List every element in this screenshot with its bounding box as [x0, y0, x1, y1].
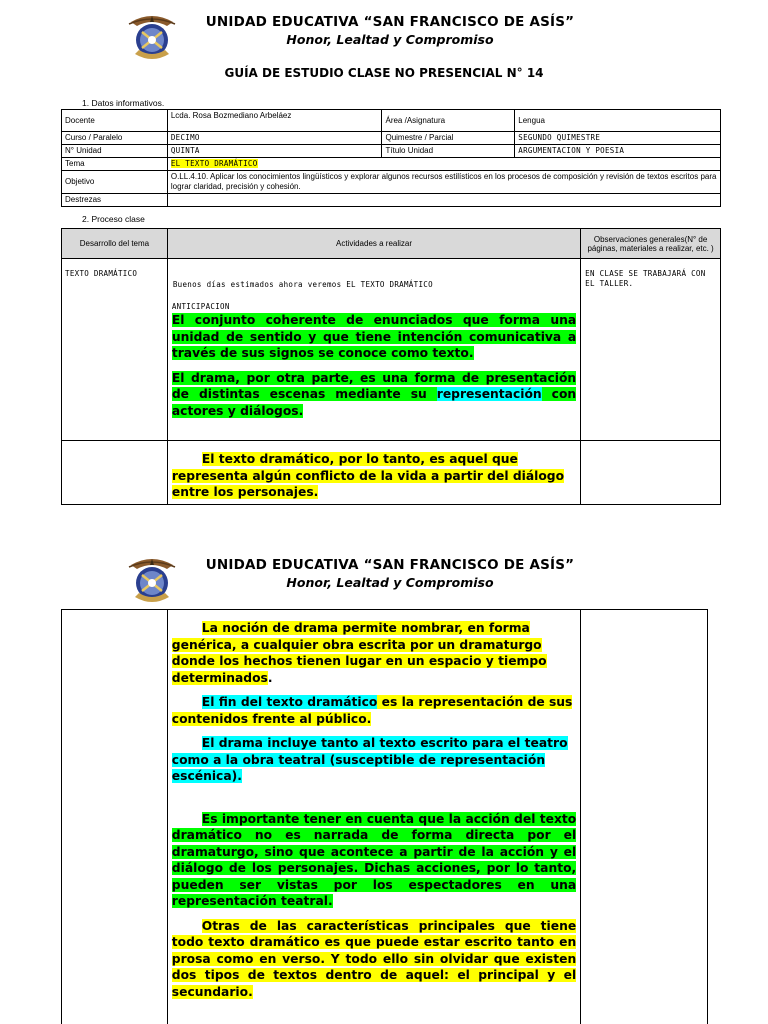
paragraph-fin-b: es la representación de sus contenidos frente al público. — [171, 695, 573, 726]
school-crest-logo — [127, 10, 177, 64]
paragraph-drama-b: representación — [436, 387, 542, 401]
process-table-continued: La noción de drama permite nombrar, en forma genérica, a cualquier obra escrita por un dramaturgo donde los hechos tienen lugar en un espacio y tiempo determinados. El fin del texto dramático es la representación de sus contenidos frente al público. El drama incluye tanto al texto escrito para el teatro como a la obra teatral (susceptible de representación escénica). Es importante tener en cuenta que la acción del texto dramático no es narrada de forma directa por el dramaturgo, sino que acontece a partir de la acción y el diálogo de los personajes. Dichas acciones, por lo tanto, pueden ser vistas por los espectadores en una representación teatral. Otras de las características principales que tiene todo texto dramático es que puede estar escrito tanto en prosa como en verso. Y todo ello sin olvidar que existen dos tipos de textos dentro de aquel: el principal y el secundario. — [61, 609, 708, 1024]
paragraph-drama-a: El drama, por otra parte, es una forma de presentación de distintas escenas mediante su — [171, 370, 577, 401]
docente-label: Docente — [62, 110, 168, 132]
school-name: UNIDAD EDUCATIVA “SAN FRANCISCO DE ASÍS” — [205, 557, 575, 573]
paragraph-texto-definition: El conjunto coherente de enunciados que forma una unidad de sentido y que tiene intención comunicativa a través de sus signos se conoce como texto. — [171, 313, 577, 360]
paragraph-fin-a: El fin del texto dramático — [201, 695, 378, 709]
school-motto: Honor, Lealtad y Compromiso — [286, 575, 494, 590]
area-value: Lengua — [515, 110, 721, 132]
page-header — [0, 10, 768, 70]
docente-value: Lcda. Rosa Bozmediano Arbeláez — [167, 110, 382, 132]
tema-value: EL TEXTO DRAMÁTICO — [170, 159, 258, 168]
curso-value: DECIMO — [167, 132, 382, 145]
paragraph-nocion-drama: La noción de drama permite nombrar, en forma genérica, a cualquier obra escrita por un dramaturgo donde los hechos tienen lugar en un espacio y tiempo determinados — [171, 621, 547, 685]
paragraph-texto-dramatico: El texto dramático, por lo tanto, es aquel que representa algún conflicto de la vida a partir del diálogo entre los personajes. — [171, 452, 565, 499]
paragraph-accion: Es importante tener en cuenta que la acción del texto dramático no es narrada de forma directa por el dramaturgo, sino que acontece a partir de la acción y el diálogo de los personajes. Dichas acciones, por lo tanto, pueden ser vistas por los espectadores en una representación teatral. — [171, 811, 577, 908]
section-1-label: 1. Datos informativos. — [82, 98, 165, 108]
paragraph-caracteristicas: Otras de las características principales que tiene todo texto dramático es que puede estar escrito tanto en prosa como en verso. Y todo ello sin olvidar que existen dos tipos de textos dentro de aquel: el principal y el secundario. — [171, 918, 577, 999]
col-header-desarrollo: Desarrollo del tema — [62, 229, 168, 259]
process-table — [61, 228, 721, 505]
col-header-observaciones: Observaciones generales(N° de páginas, materiales a realizar, etc. ) — [581, 229, 721, 259]
destrezas-value — [167, 194, 720, 207]
unidad-label: N° Unidad — [62, 145, 168, 158]
topic-cell: TEXTO DRAMÁTICO — [62, 259, 168, 441]
col-header-actividades: Actividades a realizar — [167, 229, 580, 259]
paragraph-drama-c: con actores y diálogos. — [171, 387, 577, 418]
page-header-2 — [0, 553, 768, 613]
school-crest-logo — [127, 553, 177, 607]
destrezas-label: Destrezas — [62, 194, 168, 207]
info-table — [61, 109, 721, 207]
area-label: Área /Asignatura — [382, 110, 515, 132]
school-motto: Honor, Lealtad y Compromiso — [286, 32, 494, 47]
paragraph-drama-incluye: El drama incluye tanto al texto escrito para el teatro como a la obra teatral (susceptible de representación escénica). — [171, 736, 568, 783]
greeting-text: Buenos días estimados ahora veremos EL TEXTO DRAMÁTICO — [172, 280, 433, 289]
curso-label: Curso / Paralelo — [62, 132, 168, 145]
tema-label: Tema — [62, 158, 168, 171]
section-2-label: 2. Proceso clase — [82, 214, 145, 224]
anticipation-label: ANTICIPACION — [171, 302, 230, 311]
objetivo-label: Objetivo — [62, 171, 168, 194]
guide-title: GUÍA DE ESTUDIO CLASE NO PRESENCIAL N° 14 — [224, 66, 544, 80]
objetivo-value: O.LL.4.10. Aplicar los conocimientos lingüísticos y explorar algunos recursos estilísticos en los procesos de composición y revisión de textos escritos para lograr claridad, precisión y cohesión. — [167, 171, 720, 194]
observation-cell: EN CLASE SE TRABAJARÁ CON EL TALLER. — [581, 259, 721, 441]
school-name: UNIDAD EDUCATIVA “SAN FRANCISCO DE ASÍS” — [205, 14, 575, 30]
titulo-value: ARGUMENTACION Y POESIA — [515, 145, 721, 158]
unidad-value: QUINTA — [167, 145, 382, 158]
quimestre-value: SEGUNDO QUIMESTRE — [515, 132, 721, 145]
quimestre-label: Quimestre / Parcial — [382, 132, 515, 145]
titulo-label: Título Unidad — [382, 145, 515, 158]
